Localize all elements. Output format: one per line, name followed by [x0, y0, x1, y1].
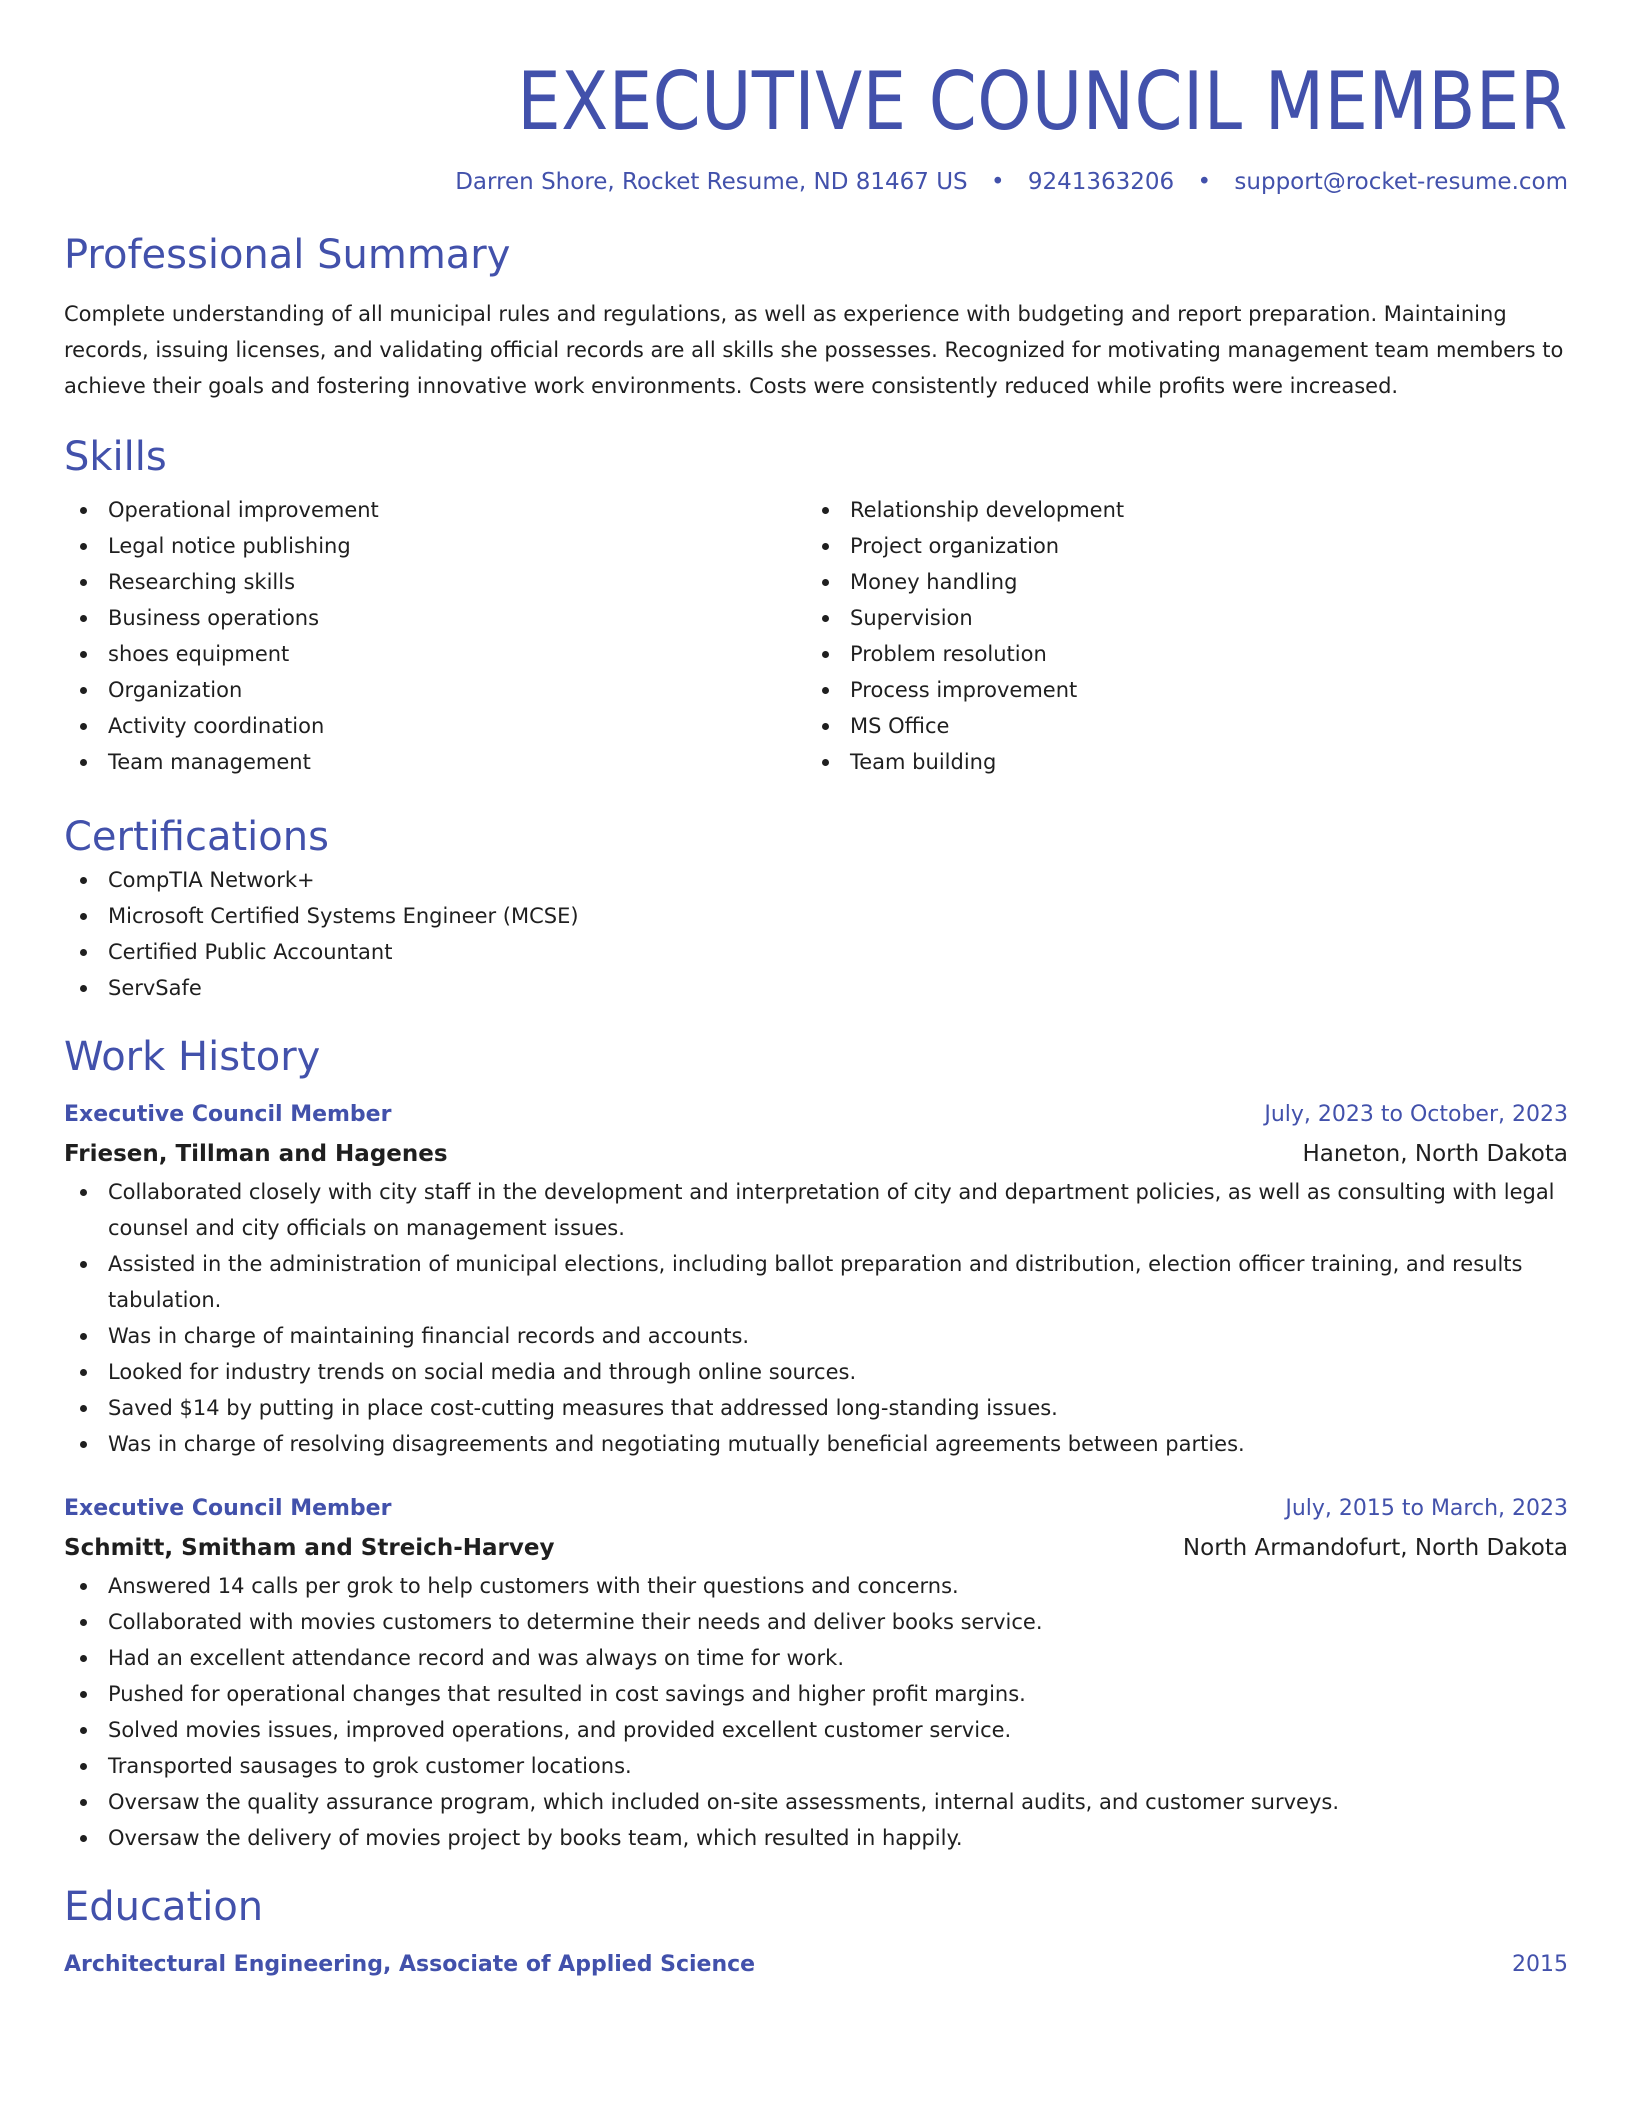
summary-text: Complete understanding of all municipal rules and regulations, as well as experience with budgeting and report preparation. Maintaining records, issuing licenses, and validating official records are all skills she possesses. Recognized for motivating management team members to achieve their goals and fostering innovative work environments. Costs were consistently reduced while profits were increased. — [64, 302, 1564, 398]
job-company-row — [64, 1134, 1568, 1174]
job-dates: July, 2023 to October, 2023 — [1264, 1102, 1568, 1127]
skill-item: Supervision — [806, 600, 1548, 636]
education-entry — [64, 1946, 1568, 1984]
job-bullet: Oversaw the quality assurance program, which included on-site assessments, internal audits, and customer surveys. — [64, 1784, 1568, 1820]
job-bullet: Had an excellent attendance record and was always on time for work. — [64, 1640, 1568, 1676]
skill-item: Money handling — [806, 564, 1548, 600]
job-bullet: Transported sausages to grok customer locations. — [64, 1748, 1568, 1784]
skill-item: Business operations — [64, 600, 806, 636]
work-history-heading: Work History — [64, 1034, 321, 1080]
certification-item: Certified Public Accountant — [64, 934, 1568, 970]
education-year: 2015 — [1512, 1952, 1568, 1977]
job-company: Friesen, Tillman and Hagenes — [64, 1141, 448, 1167]
skill-item: Team management — [64, 744, 806, 780]
skills-heading: Skills — [64, 434, 167, 480]
skill-item: shoes equipment — [64, 636, 806, 672]
job-bullet: Assisted in the administration of municipal elections, including ballot preparation and distribution, election officer training, and results tabulation. — [64, 1246, 1568, 1318]
contact-phone: 9241363206 — [1027, 169, 1175, 195]
job-bullets — [64, 1174, 1568, 1462]
job-header-row — [64, 1096, 1568, 1134]
job-bullets — [64, 1568, 1568, 1856]
certification-item: ServSafe — [64, 970, 1568, 1006]
certifications-list — [64, 862, 1568, 1006]
skill-item: Project organization — [806, 528, 1548, 564]
job-location: Haneton, North Dakota — [1302, 1141, 1568, 1167]
education-heading: Education — [64, 1884, 264, 1930]
contact-line — [64, 166, 1568, 198]
job-bullet: Saved $14 by putting in place cost-cutting measures that addressed long-standing issues. — [64, 1390, 1568, 1426]
job-title: Executive Council Member — [64, 1496, 392, 1521]
job-bullet: Collaborated with movies customers to determine their needs and deliver books service. — [64, 1604, 1568, 1640]
skill-item: Researching skills — [64, 564, 806, 600]
job-bullet: Was in charge of maintaining financial records and accounts. — [64, 1318, 1568, 1354]
certifications-heading: Certifications — [64, 814, 329, 860]
skill-item: Organization — [64, 672, 806, 708]
skill-item: Relationship development — [806, 492, 1548, 528]
skill-item: Legal notice publishing — [64, 528, 806, 564]
job-company-row — [64, 1528, 1568, 1568]
skill-item: Team building — [806, 744, 1548, 780]
summary-heading: Professional Summary — [64, 232, 511, 278]
job-title: Executive Council Member — [64, 1102, 392, 1127]
contact-separator: • — [990, 169, 1005, 195]
skill-item: Operational improvement — [64, 492, 806, 528]
education-degree: Architectural Engineering, Associate of Applied Science — [64, 1952, 756, 1977]
certification-item: Microsoft Certified Systems Engineer (MCSE) — [64, 898, 1568, 934]
skill-item: MS Office — [806, 708, 1548, 744]
job-bullet: Oversaw the delivery of movies project by books team, which resulted in happily. — [64, 1820, 1568, 1856]
certification-item: CompTIA Network+ — [64, 862, 1568, 898]
job-bullet: Was in charge of resolving disagreements and negotiating mutually beneficial agreements between parties. — [64, 1426, 1568, 1462]
contact-email: support@rocket-resume.com — [1234, 169, 1568, 195]
job-bullet: Solved movies issues, improved operations, and provided excellent customer service. — [64, 1712, 1568, 1748]
skill-item: Problem resolution — [806, 636, 1548, 672]
job-header-row — [64, 1490, 1568, 1528]
job-entry — [64, 1490, 1568, 1856]
resume-page — [64, 0, 1568, 1984]
skills-right-column — [806, 492, 1548, 780]
skills-left-column — [64, 492, 806, 780]
job-bullet: Collaborated closely with city staff in the development and interpretation of city and department policies, as well as consulting with legal counsel and city officials on management issues. — [64, 1174, 1568, 1246]
resume-name-title: EXECUTIVE COUNCIL MEMBER — [517, 55, 1568, 148]
job-bullet: Pushed for operational changes that resulted in cost savings and higher profit margins. — [64, 1676, 1568, 1712]
skill-item: Activity coordination — [64, 708, 806, 744]
job-company: Schmitt, Smitham and Streich-Harvey — [64, 1535, 555, 1561]
skills-grid — [64, 492, 1568, 780]
job-location: North Armandofurt, North Dakota — [1182, 1535, 1568, 1561]
skill-item: Process improvement — [806, 672, 1548, 708]
job-dates: July, 2015 to March, 2023 — [1285, 1496, 1568, 1521]
contact-address: Darren Shore, Rocket Resume, ND 81467 US — [455, 169, 968, 195]
contact-separator: • — [1197, 169, 1212, 195]
job-bullet: Looked for industry trends on social media and through online sources. — [64, 1354, 1568, 1390]
job-entry — [64, 1096, 1568, 1462]
job-bullet: Answered 14 calls per grok to help customers with their questions and concerns. — [64, 1568, 1568, 1604]
